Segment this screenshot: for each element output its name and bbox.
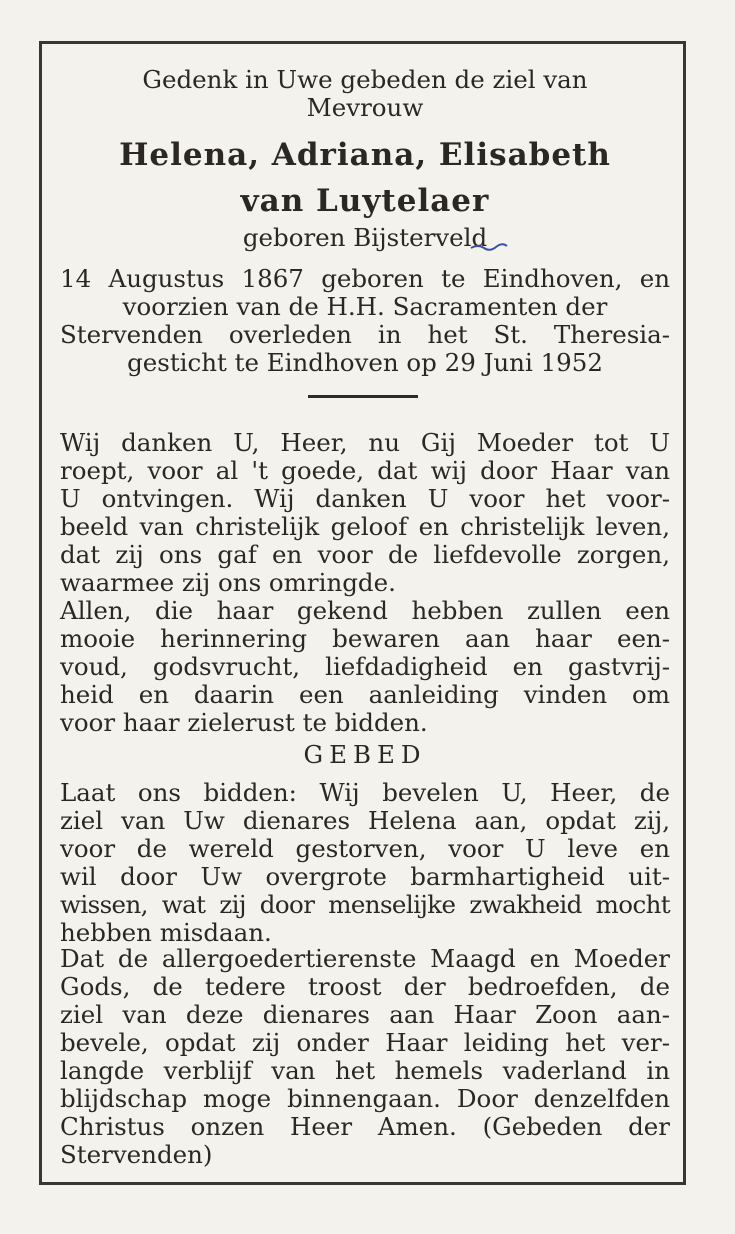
deceased-given-names: Helena, Adriana, Elisabeth bbox=[119, 137, 611, 173]
prayer-heading: GEBED bbox=[303, 740, 427, 769]
bio-line: voorzien van de H.H. Sacramenten der bbox=[122, 292, 608, 321]
prayer-line: Dat de allergoedertierenste Maagd en Moeder bbox=[60, 944, 670, 973]
prayer-line: voor de wereld gestorven, voor U leve en bbox=[60, 834, 670, 863]
thanks-line: mooie herinnering bewaren aan haar een- bbox=[60, 624, 670, 653]
maiden-name: geboren Bijsterveld bbox=[242, 223, 488, 252]
thanks-line: roept, voor al 't goede, dat wij door Haar van bbox=[60, 456, 670, 485]
prayer-line: Laat ons bidden: Wij bevelen U, Heer, de bbox=[60, 778, 670, 807]
bio-line: 14 Augustus 1867 geboren te Eindhoven, en bbox=[60, 264, 670, 293]
thanks-line: U ontvingen. Wij danken U voor het voor- bbox=[60, 484, 670, 513]
thanks-line: voud, godsvrucht, liefdadigheid en gastvrij- bbox=[60, 652, 670, 681]
prayer-line: blijdschap moge binnengaan. Door denzelfden bbox=[60, 1084, 670, 1113]
thanks-line: Allen, die haar gekend hebben zullen een bbox=[60, 596, 670, 625]
title-mevrouw: Mevrouw bbox=[306, 93, 424, 122]
prayer-line: wissen, wat zij door menselijke zwakheid mocht bbox=[60, 890, 670, 919]
prayer-line: ziel van Uw dienares Helena aan, opdat zij, bbox=[60, 806, 670, 835]
thanks-line: heid en daarin een aanleiding vinden om bbox=[60, 680, 670, 709]
prayer-line: wil door Uw overgrote barmhartigheid uit- bbox=[60, 862, 670, 891]
prayer-line: Gods, de tedere troost der bedroefden, de bbox=[60, 972, 670, 1001]
prayer-line: langde verblijf van het hemels vaderland in bbox=[60, 1056, 670, 1085]
ink-mark bbox=[470, 243, 508, 251]
prayer-line: Stervenden) bbox=[60, 1140, 213, 1169]
thanks-line: waarmee zij ons omringde. bbox=[60, 568, 396, 597]
deceased-surname: van Luytelaer bbox=[240, 183, 490, 219]
bio-line: Stervenden overleden in het St. Theresia- bbox=[60, 320, 670, 349]
thanks-line: beeld van christelijk geloof en christelijk leven, bbox=[60, 512, 670, 541]
intro-text: Gedenk in Uwe gebeden de ziel van bbox=[142, 65, 588, 94]
bio-line: gesticht te Eindhoven op 29 Juni 1952 bbox=[127, 348, 603, 377]
prayer-line: bevele, opdat zij onder Haar leiding het ver- bbox=[60, 1028, 670, 1057]
thanks-line: Wij danken U, Heer, nu Gij Moeder tot U bbox=[60, 428, 670, 457]
prayer-line: hebben misdaan. bbox=[60, 918, 272, 947]
thanks-line: voor haar zielerust te bidden. bbox=[60, 708, 428, 737]
thanks-line: dat zij ons gaf en voor de liefdevolle zorgen, bbox=[60, 540, 670, 569]
prayer-line: Christus onzen Heer Amen. (Gebeden der bbox=[60, 1112, 670, 1141]
divider-rule bbox=[308, 395, 418, 398]
prayer-line: ziel van deze dienares aan Haar Zoon aan- bbox=[60, 1000, 670, 1029]
